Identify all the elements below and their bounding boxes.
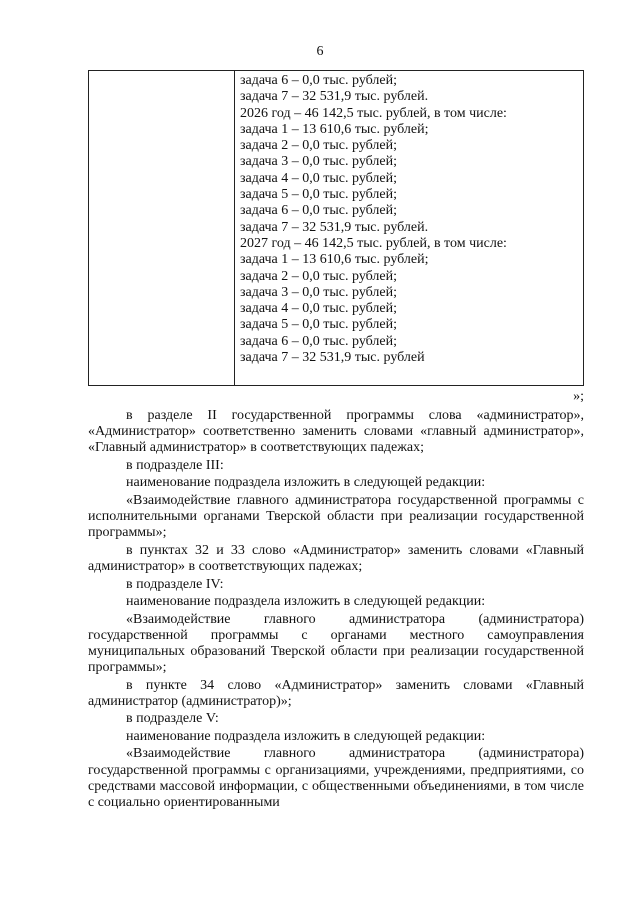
table-line: задача 4 – 0,0 тыс. рублей; — [240, 170, 398, 186]
paragraph: наименование подраздела изложить в следующей редакции: — [126, 594, 486, 610]
paragraph: «Взаимодействие главного администратора (администратора) государственной программы с организациями, учреждениями, предприятиями, со средствами массовой информации, с общественными объединениями, в том числе с социально ориентированными — [88, 746, 584, 810]
table-line: задача 5 – 0,0 тыс. рублей; — [240, 187, 398, 203]
table-line: задача 1 – 13 610,6 тыс. рублей; — [240, 252, 429, 268]
paragraph: «Взаимодействие главного администратора (администратора) государственной программы с органами местного самоуправления муниципальных образований Тверской области при реализации государственной программы»; — [88, 611, 584, 676]
paragraph: в разделе II государственной программы слова «администратор», «Администратор» соответственно заменить словами «главный администратор», «Главный администратор» в соответствующих падежах; — [88, 408, 584, 456]
table-line: задача 3 – 0,0 тыс. рублей; — [240, 284, 398, 300]
table-line: задача 2 – 0,0 тыс. рублей; — [240, 138, 398, 154]
paragraph: наименование подраздела изложить в следующей редакции: — [126, 728, 486, 744]
closing-quote: »; — [573, 389, 584, 404]
table-right-cell — [235, 71, 583, 385]
table-line: задача 7 – 32 531,9 тыс. рублей. — [240, 219, 429, 235]
table-line: задача 6 – 0,0 тыс. рублей; — [240, 333, 398, 349]
table-line: задача 2 – 0,0 тыс. рублей; — [240, 268, 398, 284]
table-line: задача 1 – 13 610,6 тыс. рублей; — [240, 121, 429, 137]
table-left-cell — [89, 71, 235, 385]
table-line: задача 7 – 32 531,9 тыс. рублей — [240, 350, 425, 366]
paragraph: в пунктах 32 и 33 слово «Администратор» заменить словами «Главный администратор» в соответствующих падежах; — [88, 542, 584, 575]
table-line: 2026 год – 46 142,5 тыс. рублей, в том числе: — [240, 105, 507, 121]
table-line: 2027 год – 46 142,5 тыс. рублей, в том числе: — [240, 235, 507, 251]
table-line: задача 7 – 32 531,9 тыс. рублей. — [240, 89, 429, 105]
table-line: задача 5 – 0,0 тыс. рублей; — [240, 317, 398, 333]
paragraph: в подразделе IV: — [126, 576, 224, 592]
paragraph: наименование подраздела изложить в следующей редакции: — [126, 475, 486, 491]
table-line: задача 6 – 0,0 тыс. рублей; — [240, 203, 398, 219]
paragraph: «Взаимодействие главного администратора государственной программы с исполнительными органами Тверской области при реализации государственной программы»; — [88, 492, 584, 541]
body-text — [88, 408, 584, 812]
table-line: задача 3 – 0,0 тыс. рублей; — [240, 154, 398, 170]
paragraph: в подразделе III: — [126, 457, 224, 473]
table-line: задача 6 – 0,0 тыс. рублей; — [240, 73, 398, 88]
table-line: задача 4 – 0,0 тыс. рублей; — [240, 301, 398, 317]
paragraph: в пункте 34 слово «Администратор» заменить словами «Главный администратор (администратор)»; — [88, 677, 584, 709]
financing-table — [88, 70, 584, 386]
paragraph: в подразделе V: — [126, 711, 219, 727]
page-number: 6 — [316, 44, 324, 59]
